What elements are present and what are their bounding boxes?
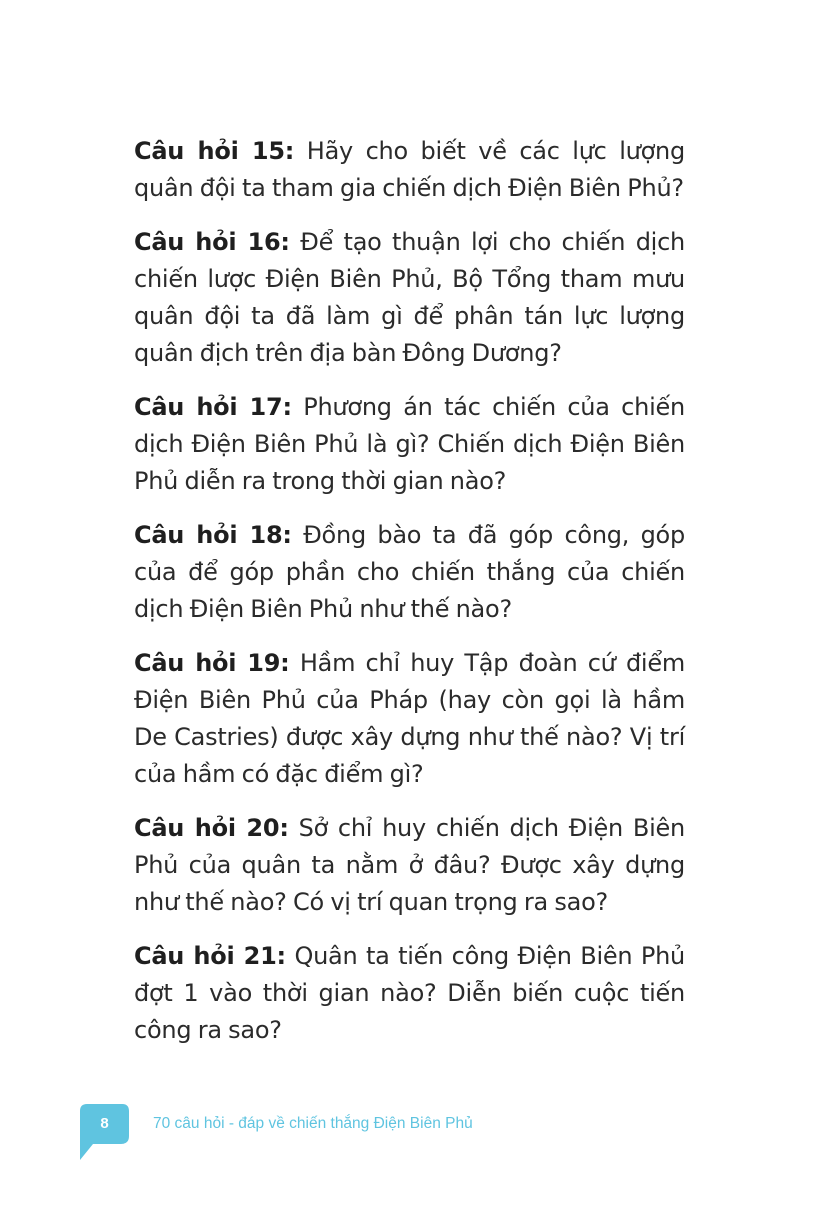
question-20 <box>134 810 685 921</box>
question-21 <box>134 938 685 1049</box>
question-label: Câu hỏi 16: <box>134 228 290 256</box>
question-text: Sở chỉ huy chiến dịch Điện Biên Phủ của quân ta nằm ở đâu? Được xây dựng như thế nào? Có vị trí quan trọng ra sao? <box>134 814 685 916</box>
question-text: Phương án tác chiến của chiến dịch Điện Biên Phủ là gì? Chiến dịch Điện Biên Phủ diễn ra trong thời gian nào? <box>134 393 685 495</box>
page-number-badge <box>80 1104 129 1160</box>
question-17 <box>134 389 685 500</box>
question-label: Câu hỏi 15: <box>134 137 295 165</box>
question-text: Để tạo thuận lợi cho chiến dịch chiến lược Điện Biên Phủ, Bộ Tổng tham mưu quân đội ta đã làm gì để phân tán lực lượng quân địch trên địa bàn Đông Dương? <box>134 228 686 367</box>
question-label: Câu hỏi 19: <box>134 649 290 677</box>
question-text: Hãy cho biết về các lực lượng quân đội ta tham gia chiến dịch Điện Biên Phủ? <box>134 137 685 202</box>
question-19 <box>134 645 685 793</box>
question-label: Câu hỏi 21: <box>134 942 286 970</box>
question-15 <box>134 133 685 207</box>
page-number: 8 <box>100 1115 109 1132</box>
question-text: Hầm chỉ huy Tập đoàn cứ điểm Điện Biên Phủ của Pháp (hay còn gọi là hầm De Castries) được xây dựng như thế nào? Vị trí của hầm có đặc điểm gì? <box>134 649 685 788</box>
question-text: Quân ta tiến công Điện Biên Phủ đợt 1 vào thời gian nào? Diễn biến cuộc tiến công ra sao? <box>134 942 685 1044</box>
question-label: Câu hỏi 20: <box>134 814 289 842</box>
question-label: Câu hỏi 17: <box>134 393 292 421</box>
question-label: Câu hỏi 18: <box>134 521 292 549</box>
running-title: 70 câu hỏi - đáp về chiến thắng Điện Biên Phủ <box>153 1115 473 1132</box>
question-18 <box>134 517 685 628</box>
page-footer <box>80 1104 580 1160</box>
question-text: Đồng bào ta đã góp công, góp của để góp phần cho chiến thắng của chiến dịch Điện Biên Phủ như thế nào? <box>134 521 685 623</box>
speech-bubble-icon <box>80 1104 129 1160</box>
question-16 <box>134 224 685 372</box>
question-list <box>134 133 685 1066</box>
